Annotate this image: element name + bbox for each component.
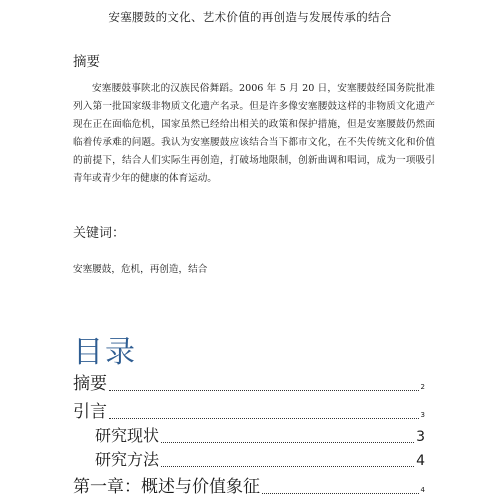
toc-leader-dots <box>109 418 419 419</box>
abstract-heading: 摘要 <box>73 54 100 70</box>
keywords-heading: 关键词： <box>73 226 126 241</box>
toc-entry-page: 3 <box>416 429 425 445</box>
toc-leader-dots <box>262 493 419 494</box>
document-title: 安塞腰鼓的文化、艺术价值的再创造与发展传承的结合 <box>108 10 392 24</box>
toc-title: 目录 <box>73 335 137 370</box>
toc-entry-abstract[interactable] <box>73 369 425 394</box>
toc-leader-dots <box>109 390 419 391</box>
toc-entry-page: 3 <box>420 411 425 419</box>
keywords-text: 安塞腰鼓，危机，再创造，结合 <box>73 264 208 275</box>
toc-entry-research-methods[interactable] <box>95 447 425 470</box>
toc-entry-page: 2 <box>420 383 425 391</box>
toc-entry-introduction[interactable] <box>73 397 425 422</box>
toc-leader-dots <box>161 442 414 443</box>
toc-entry-chapter-one[interactable] <box>73 472 425 497</box>
toc-entry-page: 4 <box>420 486 425 494</box>
toc-entry-label: 研究现状 <box>95 426 160 445</box>
toc-entry-label: 第一章：概述与价值象征 <box>73 477 260 497</box>
toc-entry-label: 研究方法 <box>95 450 160 469</box>
toc-entry-page: 4 <box>416 453 425 469</box>
toc-entry-research-status[interactable] <box>95 423 425 446</box>
abstract-body: 安塞腰鼓事陕北的汉族民俗舞蹈。2006 年 5 月 20 日，安塞腰鼓经国务院批准列入第一批国家级非物质文化遗产名录。但是许多像安塞腰鼓这样的非物质文化遗产现在正在面临危机，国家虽然已经给出相关的政策和保护措施，但是安塞腰鼓仍然面临着传承难的问题。我认为安塞腰鼓应该结合当下都市文化，在不失传统文化和价值的前提下，结合人们实际生再创造，打破场地限制，创新曲调和唱词，成为一项吸引青年或青少年的健康的体育运动。 <box>73 83 435 184</box>
toc-entry-label: 摘要 <box>73 374 107 394</box>
toc-entry-label: 引言 <box>73 402 107 422</box>
toc-leader-dots <box>161 466 414 467</box>
